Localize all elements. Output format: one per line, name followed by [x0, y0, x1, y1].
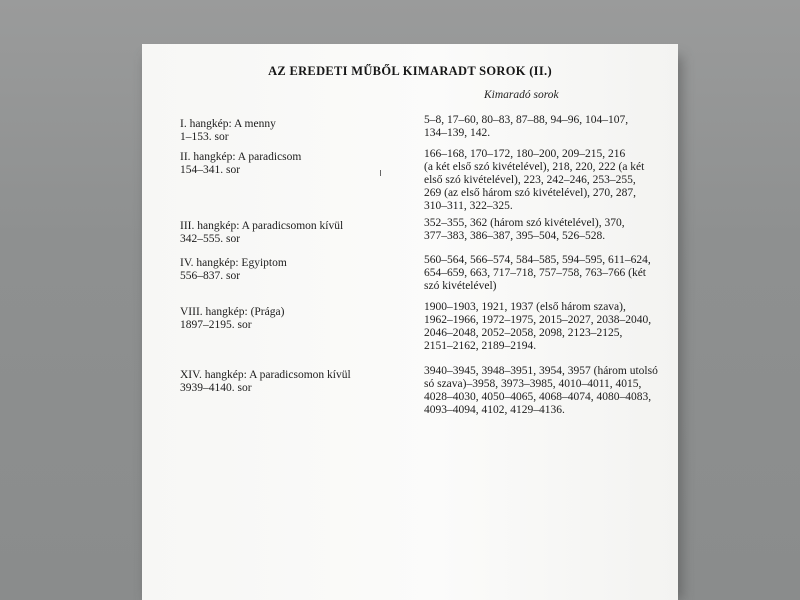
omitted-lines: 1900–1903, 1921, 1937 (első három szava), 1962–1966, 1972–1975, 2015–2027, 2038–2040, 2046–2048, 2052–2058, 2098, 2123–2125, 2151–2162, 2189–2194. [424, 301, 652, 352]
omitted-lines: 560–564, 566–574, 584–585, 594–595, 611–624, 654–659, 663, 717–718, 757–758, 763–766 (két szó kivételével) [424, 254, 651, 292]
page-title: AZ EREDETI MŰBŐL KIMARADT SOROK (II.) [268, 64, 552, 78]
omitted-lines: 352–355, 362 (három szó kivételével), 370, 377–383, 386–387, 395–504, 526–528. [424, 217, 625, 242]
omitted-lines: 5–8, 17–60, 80–83, 87–88, 94–96, 104–107, 134–139, 142. [424, 114, 629, 139]
scene-label: I. hangkép: A menny 1–153. sor [180, 118, 276, 143]
scene-label: XIV. hangkép: A paradicsomon kívül 3939–4140. sor [180, 369, 351, 394]
omitted-lines: 3940–3945, 3948–3951, 3954, 3957 (három utolsó só szava)–3958, 3973–3985, 4010–4011, 4015, 4028–4030, 4050–4065, 4068–4074, 4080–4083, 4093–4094, 4102, 4129–4136. [424, 365, 658, 416]
scene-label: VIII. hangkép: (Prága) 1897–2195. sor [180, 306, 285, 331]
omitted-lines: 166–168, 170–172, 180–200, 209–215, 216 (a két első szó kivételével), 218, 220, 222 (a két első szó kivételével), 223, 242–246, 253–255, 269 (az első három szó kivételével), 270, 287, 310–311, 322–325. [424, 148, 645, 212]
book-page [142, 44, 678, 600]
scene-label: II. hangkép: A paradicsom 154–341. sor [180, 151, 302, 176]
column-header: Kimaradó sorok [484, 89, 559, 101]
scene-label: III. hangkép: A paradicsomon kívül 342–555. sor [180, 220, 344, 245]
scene-label: IV. hangkép: Egyiptom 556–837. sor [180, 257, 287, 282]
